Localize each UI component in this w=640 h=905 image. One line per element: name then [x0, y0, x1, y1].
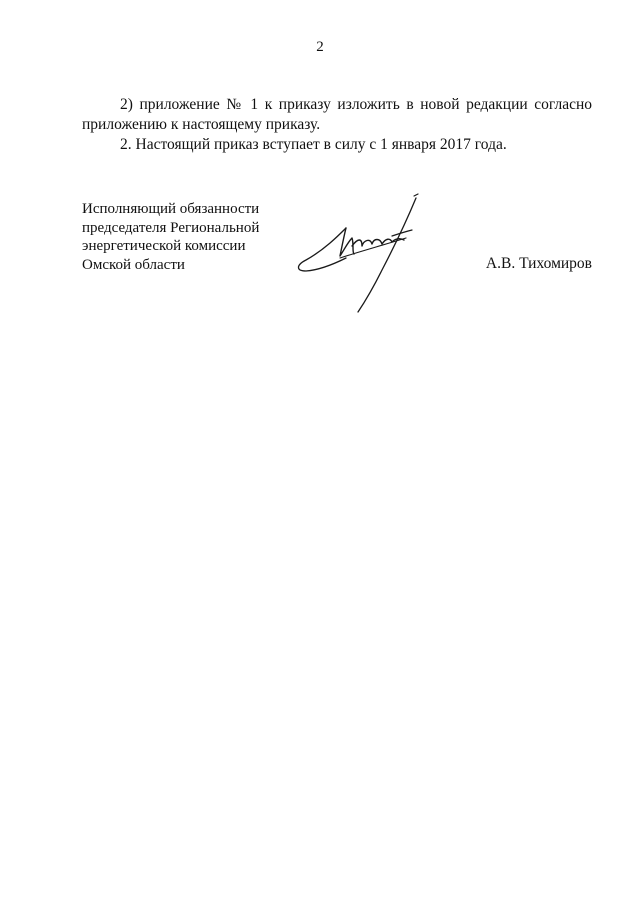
signer-position — [82, 200, 259, 274]
document-body — [82, 95, 592, 155]
paragraph-amendment-line2: приложению к настоящему приказу. — [82, 116, 321, 133]
paragraph-amendment-line1: 2) приложение № 1 к приказу изложить в новой редакции согласно — [120, 96, 592, 113]
paragraph-effective-date: 2. Настоящий приказ вступает в силу с 1 января 2017 года. — [120, 136, 507, 153]
signer-position-line: энергетической комиссии — [82, 238, 246, 254]
signature-block — [82, 200, 592, 320]
signer-position-line: председателя Региональной — [82, 219, 260, 236]
signer-name: А.В. Тихомиров — [485, 255, 592, 272]
signer-position-line: Исполняющий обязанности — [82, 201, 260, 217]
handwritten-signature-icon — [294, 192, 434, 317]
signer-position-line: Омской области — [82, 256, 185, 273]
page-number: 2 — [316, 39, 324, 55]
paragraph-amendment — [82, 95, 592, 135]
